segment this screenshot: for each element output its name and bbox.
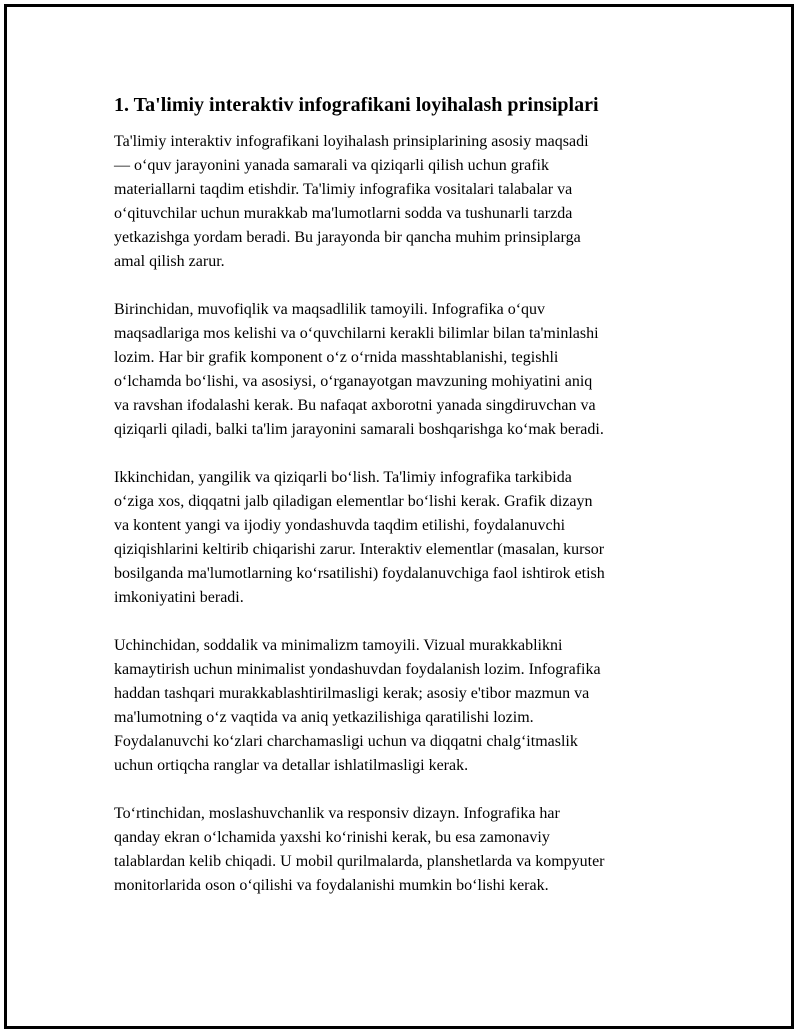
text-line: materiallarni taqdim etishdir. Ta'limiy infografika vositalari talabalar va xyxy=(114,181,573,198)
text-line: yetkazishga yordam beradi. Bu jarayonda bir qancha muhim prinsiplarga xyxy=(114,229,581,246)
text-line: Uchinchidan, soddalik va minimalizm tamoyili. Vizual murakkablikni xyxy=(114,637,563,654)
text-line: kamaytirish uchun minimalist yondashuvdan foydalanish lozim. Infografika xyxy=(114,661,601,678)
text-line: maqsadlariga mos kelishi va o‘quvchilarni kerakli bilimlar bilan ta'minlashi xyxy=(114,325,599,342)
text-line: — o‘quv jarayonini yanada samarali va qiziqarli qilish uchun grafik xyxy=(114,157,549,174)
text-line: o‘lchamda bo‘lishi, va asosiysi, o‘rganayotgan mavzuning mohiyatini aniq xyxy=(114,373,593,390)
text-line: monitorlarida oson o‘qilishi va foydalanishi mumkin bo‘lishi kerak. xyxy=(114,877,549,894)
text-line: lozim. Har bir grafik komponent o‘z o‘rnida masshtablanishi, tegishli xyxy=(114,349,559,366)
text-line: qiziqarli qiladi, balki ta'lim jarayonini samarali boshqarishga ko‘mak beradi. xyxy=(114,421,604,438)
paragraph-1 xyxy=(114,130,694,274)
text-line: o‘qituvchilar uchun murakkab ma'lumotlarni sodda va tushunarli tarzda xyxy=(114,205,573,222)
paragraph-5 xyxy=(114,802,694,898)
text-line: Ta'limiy interaktiv infografikani loyihalash prinsiplarining asosiy maqsadi xyxy=(114,133,589,150)
text-line: o‘ziga xos, diqqatni jalb qiladigan elementlar bo‘lishi kerak. Grafik dizayn xyxy=(114,493,593,510)
text-line: To‘rtinchidan, moslashuvchanlik va responsiv dizayn. Infografika har xyxy=(114,805,560,822)
document-body xyxy=(114,92,694,922)
section-heading: 1. Ta'limiy interaktiv infografikani loyihalash prinsiplari xyxy=(114,94,599,116)
paragraph-2 xyxy=(114,298,694,442)
text-line: Birinchidan, muvofiqlik va maqsadlilik tamoyili. Infografika o‘quv xyxy=(114,301,546,318)
text-line: talablardan kelib chiqadi. U mobil qurilmalarda, planshetlarda va kompyuter xyxy=(114,853,605,870)
paragraph-4 xyxy=(114,634,694,778)
text-line: Foydalanuvchi ko‘zlari charchamasligi uchun va diqqatni chalg‘itmaslik xyxy=(114,733,578,750)
text-line: va kontent yangi va ijodiy yondashuvda taqdim etilishi, foydalanuvchi xyxy=(114,517,566,534)
text-line: qanday ekran o‘lchamida yaxshi ko‘rinishi kerak, bu esa zamonaviy xyxy=(114,829,550,846)
text-line: uchun ortiqcha ranglar va detallar ishlatilmasligi kerak. xyxy=(114,757,469,774)
text-line: qiziqishlarini keltirib chiqarishi zarur. Interaktiv elementlar (masalan, kursor xyxy=(114,541,605,558)
text-line: ma'lumotning o‘z vaqtida va aniq yetkazilishiga qaratilishi lozim. xyxy=(114,709,534,726)
text-line: va ravshan ifodalashi kerak. Bu nafaqat axborotni yanada singdiruvchan va xyxy=(114,397,596,414)
text-line: haddan tashqari murakkablashtirilmasligi kerak; asosiy e'tibor mazmun va xyxy=(114,685,590,702)
paragraph-list xyxy=(114,130,694,898)
text-line: imkoniyatini beradi. xyxy=(114,589,244,606)
text-line: Ikkinchidan, yangilik va qiziqarli bo‘lish. Ta'limiy infografika tarkibida xyxy=(114,469,572,486)
text-line: amal qilish zarur. xyxy=(114,253,225,270)
text-line: bosilganda ma'lumotlarning ko‘rsatilishi) foydalanuvchiga faol ishtirok etish xyxy=(114,565,605,582)
paragraph-3 xyxy=(114,466,694,610)
